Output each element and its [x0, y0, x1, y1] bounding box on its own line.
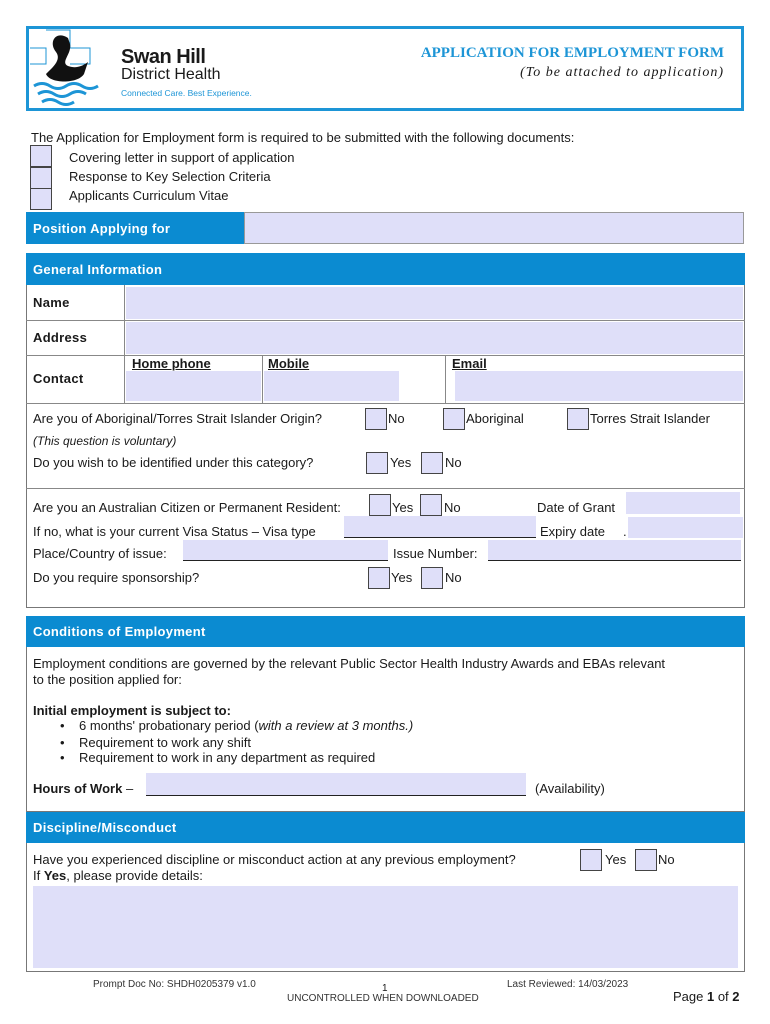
conditions-text-2: to the position applied for: — [33, 672, 182, 687]
divider — [26, 320, 745, 321]
citizen-question: Are you an Australian Citizen or Permanent Resident: — [33, 500, 341, 515]
place-label: Place/Country of issue: — [33, 546, 167, 561]
email-label: Email — [452, 356, 487, 371]
origin-tsi-checkbox[interactable] — [567, 408, 589, 430]
sponsorship-yes-label: Yes — [391, 570, 413, 585]
discipline-yes-label: Yes — [605, 852, 627, 867]
origin-aboriginal-checkbox[interactable] — [443, 408, 465, 430]
page-of — [673, 989, 740, 1004]
address-label: Address — [33, 330, 88, 345]
general-info-heading: General Information — [26, 253, 745, 285]
doc-key-selection: Response to Key Selection Criteria — [69, 169, 271, 184]
hours-label — [33, 781, 133, 796]
divider — [26, 403, 745, 404]
bullet-shift-text: Requirement to work any shift — [79, 735, 251, 750]
doc-number: Prompt Doc No: SHDH0205379 v1.0 — [93, 979, 256, 990]
contact-label: Contact — [33, 371, 84, 386]
bullet-probation: • 6 months' probationary period (with a review at 3 months.) — [60, 718, 414, 733]
discipline-details-input[interactable] — [33, 886, 738, 968]
name-label-text: Name — [33, 295, 70, 310]
sponsorship-yes-checkbox[interactable] — [368, 567, 390, 589]
expiry-label: Expiry date — [540, 524, 606, 539]
citizen-yes-label: Yes — [392, 500, 414, 515]
initial-employment-label: Initial employment is subject to: — [33, 703, 231, 718]
page-of-word: of — [714, 989, 733, 1004]
issue-number-input[interactable] — [488, 540, 741, 561]
checkbox-cv[interactable] — [30, 188, 52, 210]
identify-question: Do you wish to be identified under this category? — [33, 455, 314, 470]
place-of-issue-input[interactable] — [183, 540, 388, 561]
origin-no-checkbox[interactable] — [365, 408, 387, 430]
citizen-no-checkbox[interactable] — [420, 494, 442, 516]
hours-input[interactable] — [146, 773, 526, 796]
origin-aboriginal-label: Aboriginal — [466, 411, 524, 426]
home-phone-label: Home phone — [132, 356, 211, 371]
date-of-grant-input[interactable] — [626, 492, 740, 514]
voluntary-note: (This question is voluntary) — [33, 434, 177, 448]
bullet-department: • Requirement to work in any department as required — [60, 750, 376, 765]
mobile-input[interactable] — [264, 371, 399, 401]
conditions-text-1: Employment conditions are governed by the relevant Public Sector Health Industry Awards and EBAs relevant — [33, 656, 666, 671]
discipline-question: Have you experienced discipline or misconduct action at any previous employment? — [33, 852, 516, 867]
origin-tsi-label: Torres Strait Islander — [590, 411, 710, 426]
details-prompt-c: , please provide details: — [66, 868, 203, 883]
hours-dash: – — [122, 781, 134, 796]
checkbox-covering-letter[interactable] — [30, 145, 52, 167]
org-name-line1: Swan Hill — [121, 46, 206, 68]
tagline: Connected Care. Best Experience. — [121, 88, 252, 98]
position-input[interactable] — [244, 212, 744, 244]
bullet-department-text: Requirement to work in any department as required — [79, 750, 376, 765]
expiry-date-input[interactable] — [628, 517, 743, 538]
identify-yes-label: Yes — [390, 455, 412, 470]
address-input[interactable] — [126, 322, 743, 354]
divider — [124, 285, 125, 403]
name-input[interactable] — [126, 287, 743, 319]
identify-no-label: No — [445, 455, 462, 470]
doc-cv: Applicants Curriculum Vitae — [69, 188, 229, 203]
details-prompt-yes: Yes — [43, 868, 67, 883]
bullet-probation-review: with a review at 3 months.) — [258, 718, 414, 733]
discipline-heading: Discipline/Misconduct — [26, 812, 745, 843]
sponsorship-no-checkbox[interactable] — [421, 567, 443, 589]
discipline-no-checkbox[interactable] — [635, 849, 657, 871]
email-input[interactable] — [455, 371, 743, 401]
bullet-probation-text: 6 months' probationary period ( — [79, 718, 259, 733]
sponsorship-question: Do you require sponsorship? — [33, 570, 200, 585]
org-name-line2: District Health — [121, 66, 221, 83]
visa-label: If no, what is your current Visa Status – Visa type — [33, 524, 316, 539]
last-reviewed: Last Reviewed: 14/03/2023 — [507, 979, 629, 990]
home-phone-input[interactable] — [126, 371, 261, 401]
origin-no-label: No — [388, 411, 405, 426]
checkbox-key-selection[interactable] — [30, 167, 52, 189]
citizen-no-label: No — [444, 500, 461, 515]
bullet-shift: • Requirement to work any shift — [60, 735, 251, 750]
swan-logo-icon — [28, 28, 118, 108]
form-subtitle: (To be attached to application) — [520, 65, 724, 80]
form-title: APPLICATION FOR EMPLOYMENT FORM — [420, 45, 724, 61]
identify-no-checkbox[interactable] — [421, 452, 443, 474]
date-of-grant-label: Date of Grant — [537, 500, 616, 515]
origin-question: Are you of Aboriginal/Torres Strait Islander Origin? — [33, 411, 323, 426]
uncontrolled-notice: UNCONTROLLED WHEN DOWNLOADED — [287, 993, 479, 1004]
details-prompt — [33, 868, 203, 883]
divider — [26, 488, 745, 489]
page-number: 1 — [382, 983, 388, 994]
doc-covering-letter: Covering letter in support of application — [69, 150, 295, 165]
issue-number-label: Issue Number: — [393, 546, 478, 561]
page-total: 2 — [732, 989, 740, 1004]
visa-type-input[interactable] — [344, 516, 536, 538]
identify-yes-checkbox[interactable] — [366, 452, 388, 474]
details-prompt-a: If — [33, 868, 44, 883]
discipline-yes-checkbox[interactable] — [580, 849, 602, 871]
discipline-no-label: No — [658, 852, 675, 867]
divider — [262, 355, 263, 403]
hours-label-text: Hours of Work — [33, 781, 123, 796]
divider — [445, 355, 446, 403]
availability-label: (Availability) — [535, 781, 605, 796]
position-label: Position Applying for — [26, 212, 244, 244]
expiry-dot: . — [623, 524, 627, 539]
intro-text: The Application for Employment form is required to be submitted with the following documents: — [31, 130, 575, 145]
page-word: Page — [673, 989, 707, 1004]
conditions-heading: Conditions of Employment — [26, 616, 745, 647]
sponsorship-no-label: No — [445, 570, 462, 585]
mobile-label: Mobile — [268, 356, 310, 371]
citizen-yes-checkbox[interactable] — [369, 494, 391, 516]
page-current: 1 — [706, 989, 715, 1004]
